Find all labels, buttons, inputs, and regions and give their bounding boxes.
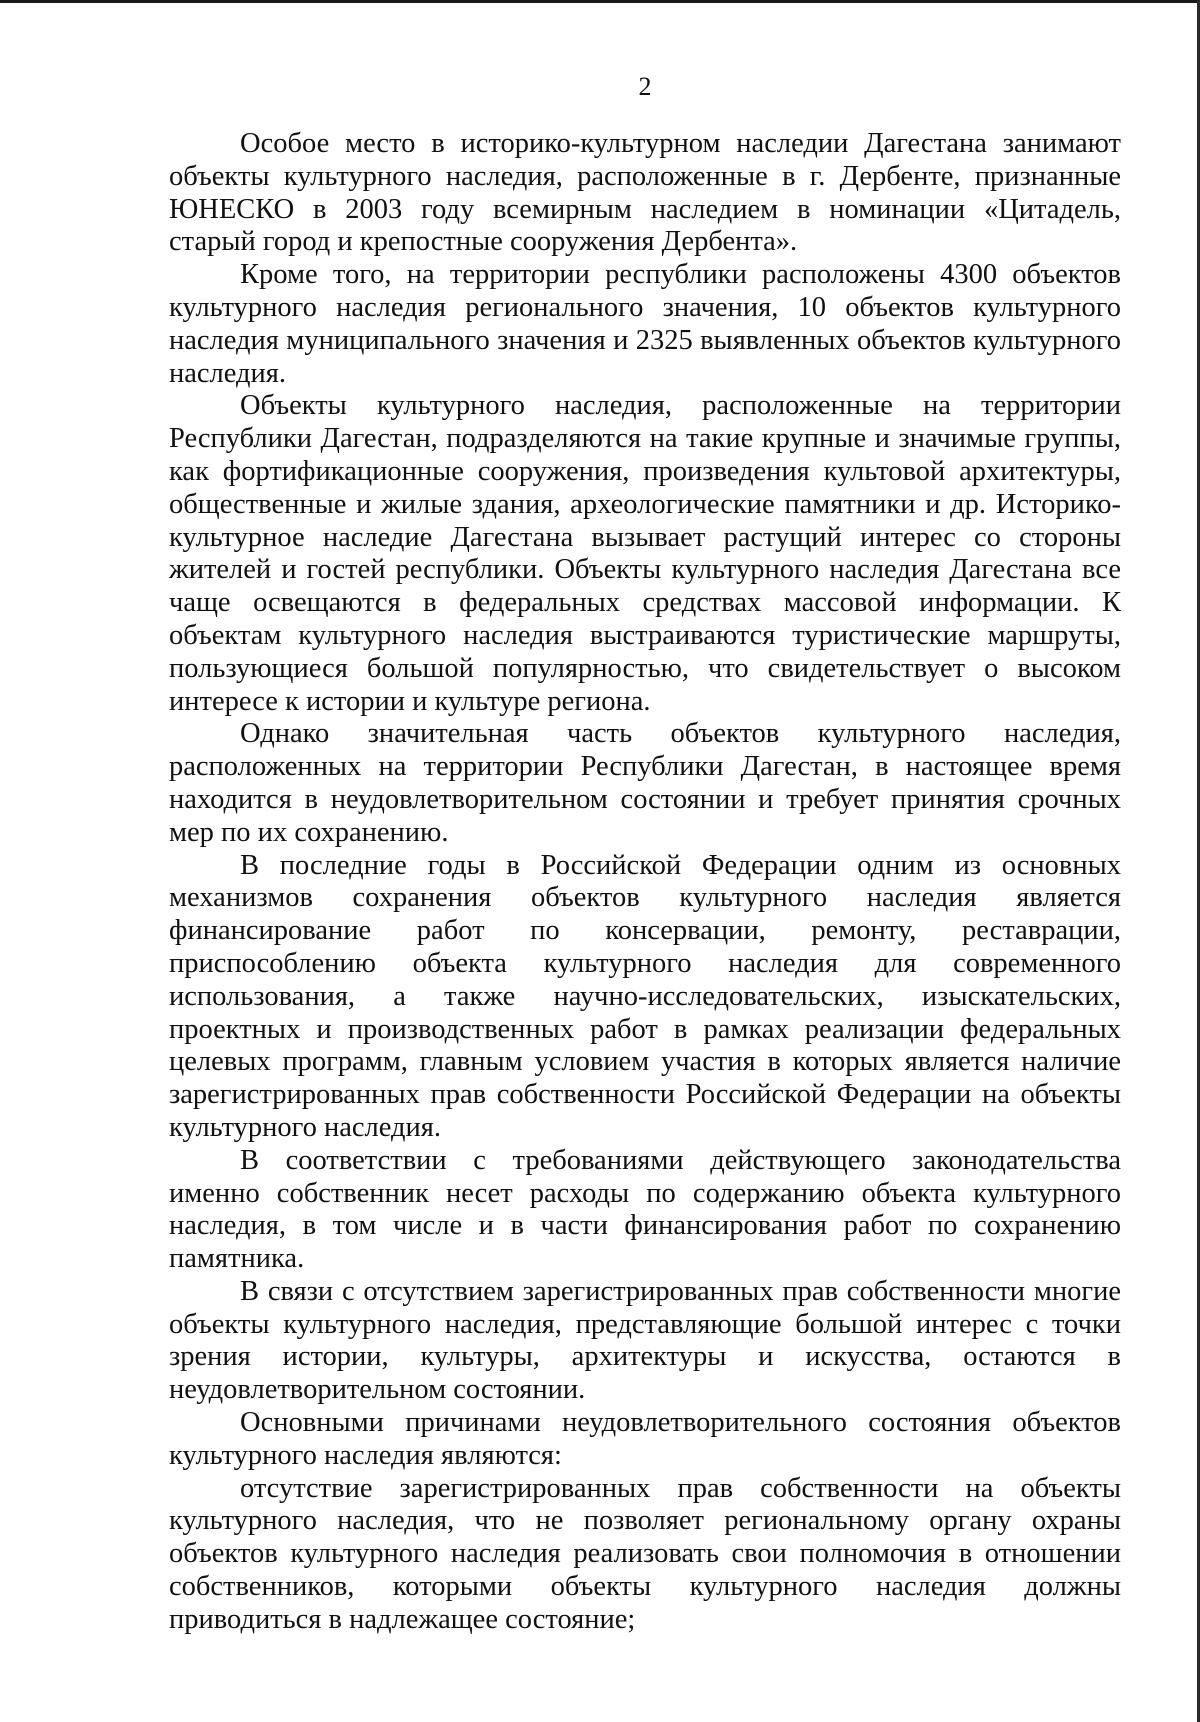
page-top-edge: [0, 0, 1200, 3]
paragraph-object-counts: Кроме того, на территории республики расположены 4300 объектов культурного наследия регионального значения, 10 объектов культурного наследия муниципального значения и 2325 выявленных объектов культурного наследия.: [169, 259, 1121, 389]
paragraph-object-groups: Объекты культурного наследия, расположенные на территории Республики Дагестан, подразделяются на такие крупные и значимые группы, как фортификационные сооружения, произведения культовой архитектуры, общественные и жилые здания, археологические памятники и др. Историко-культурное наследие Дагестана вызывает растущий интерес со стороны жителей и гостей республики. Объекты культурного наследия Дагестана все чаще освещаются в федеральных средствах массовой информации. К объектам культурного наследия выстраиваются туристические маршруты, пользующиеся большой популярностью, что свидетельствует о высоком интересе к истории и культуре региона.: [169, 390, 1121, 717]
paragraph-derbent-unesco: Особое место в историко-культурном наследии Дагестана занимают объекты культурного наследия, расположенные в г. Дербенте, признанные ЮНЕСКО в 2003 году всемирным наследием в номинации «Цитадель, старый город и крепостные сооружения Дербента».: [169, 128, 1121, 258]
paragraph-poor-condition: Однако значительная часть объектов культурного наследия, расположенных на территории Республики Дагестан, в настоящее время находится в неудовлетворительном состоянии и требует принятия срочных мер по их сохранению.: [169, 718, 1121, 848]
paragraph-preservation-financing: В последние годы в Российской Федерации одним из основных механизмов сохранения объектов культурного наследия является финансирование работ по консервации, ремонту, реставрации, приспособлению объекта культурного наследия для современного использования, а также научно-исследовательских, изыскательских, проектных и производственных работ в рамках реализации федеральных целевых программ, главным условием участия в которых является наличие зарегистрированных прав собственности Российской Федерации на объекты культурного наследия.: [169, 849, 1121, 1143]
paragraph-main-reasons: Основными причинами неудовлетворительного состояния объектов культурного наследия являются:: [169, 1407, 1121, 1471]
paragraph-missing-ownership: В связи с отсутствием зарегистрированных прав собственности многие объекты культурного наследия, представляющие большой интерес с точки зрения истории, культуры, архитектуры и искусства, остаются в неудовлетворительном состоянии.: [169, 1275, 1121, 1406]
paragraph-reason-item: отсутствие зарегистрированных прав собственности на объекты культурного наследия, что не позволяет региональному органу охраны объектов культурного наследия реализовать свои полномочия в отношении собственников, которыми объекты культурного наследия должны приводиться в надлежащее состояние;: [169, 1472, 1121, 1635]
document-body: [169, 128, 1121, 1637]
paragraph-owner-expenses: В соответствии с требованиями действующего законодательства именно собственник несет расходы по содержанию объекта культурного наследия, в том числе и в части финансирования работ по сохранению памятника.: [169, 1144, 1121, 1275]
page-number: 2: [638, 72, 652, 101]
